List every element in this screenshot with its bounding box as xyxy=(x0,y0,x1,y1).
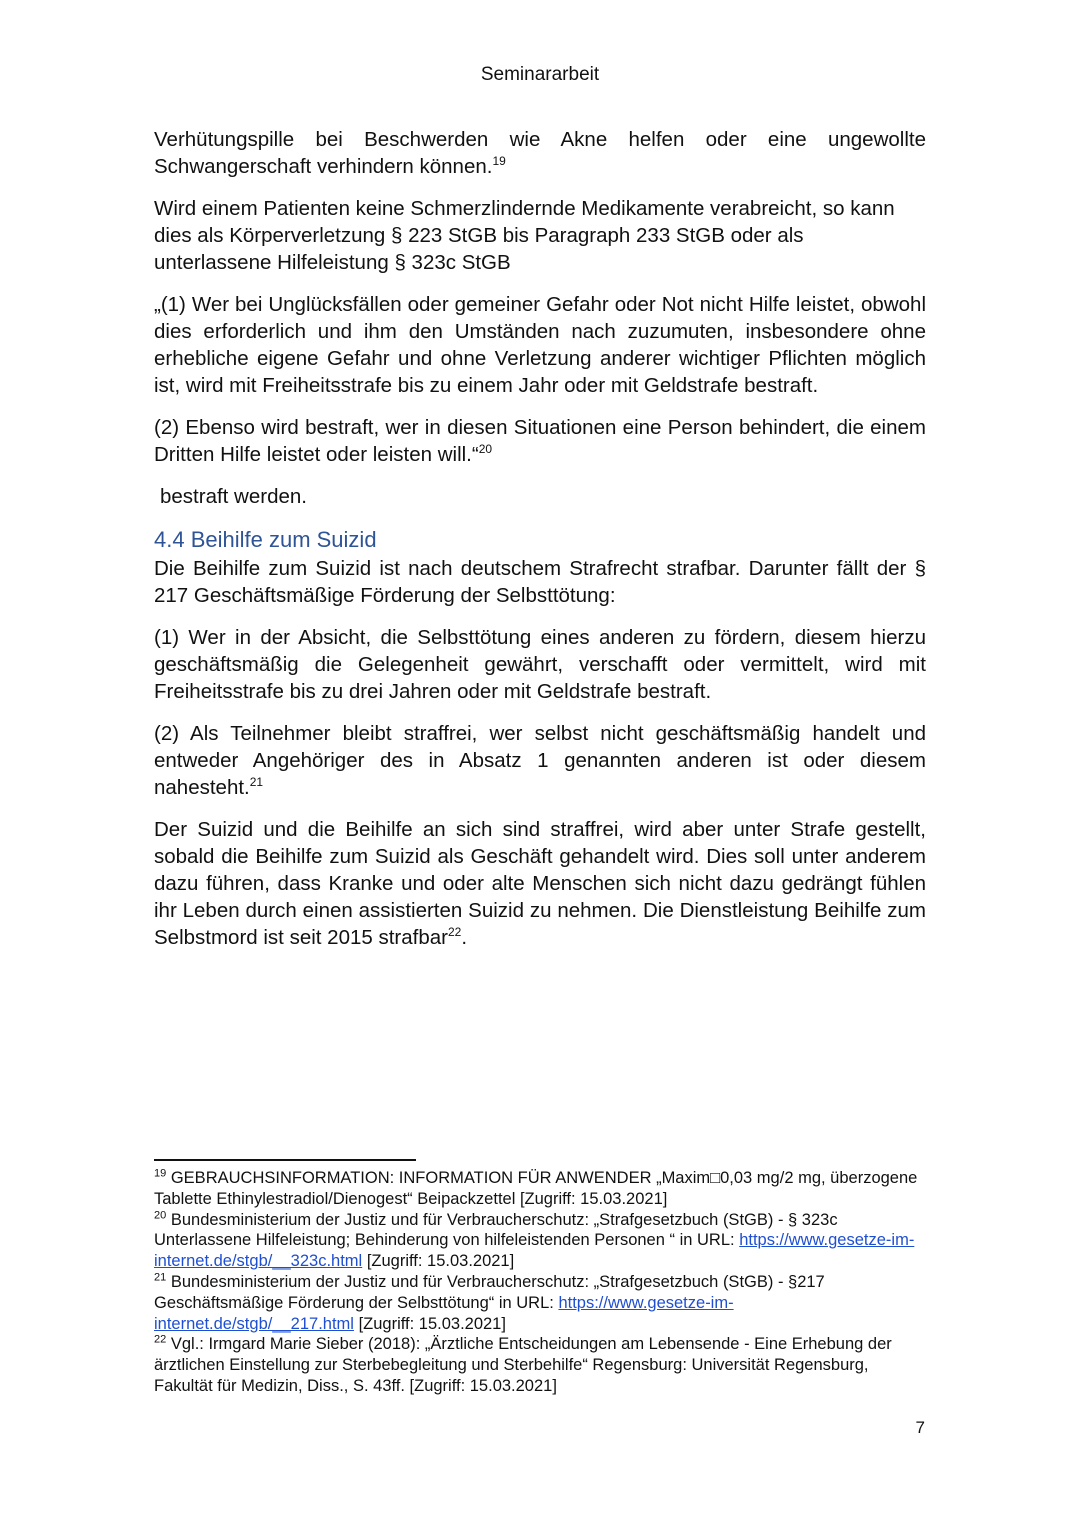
legal-quote-paragraph: „(1) Wer bei Unglücksfällen oder gemeiner Gefahr oder Not nicht Hilfe leistet, obwohl dies erforderlich und ihm den Umständen nach zuzumuten, insbesondere ohne erhebliche eigene Gefahr und ohne Verletzung anderer wichtiger Pflichten möglich ist, wird mit Freiheitsstrafe bis zu einem Jahr oder mit Geldstrafe bestraft. xyxy=(154,293,926,397)
footnote-number: 19 xyxy=(154,1167,167,1180)
footnote-number: 20 xyxy=(154,1209,167,1222)
footnote: $^{21}$ Bundesministerium der Justiz und für Verbraucherschutz: „Strafgesetzbuch (StGB) - §217 Geschäftsmäßige Förderung der Selbsttötung“ in URL: https://www.gesetze-im-internet.de/stgb/__217.html [Zugriff: 15.03.2021] xyxy=(154,1271,825,1333)
footnote-ref[interactable]: 21 xyxy=(249,775,264,790)
footnote-link[interactable]: https://www.gesetze-im-internet.de/stgb/__217.html xyxy=(154,1293,734,1333)
paragraph: Wird einem Patienten keine Schmerzlindernde Medikamente verabreicht, so kann dies als Körperverletzung § 223 StGB bis Paragraph 233 StGB oder als unterlassene Hilfeleistung § 323c StGB xyxy=(154,197,895,274)
footnote-link[interactable]: https://www.gesetze-im-internet.de/stgb/__323c.html xyxy=(154,1231,915,1271)
footnote: $^{19}$ GEBRAUCHSINFORMATION: INFORMATION FÜR ANWENDER „Maxim□0,03 mg/2 mg, überzogene Tablette Ethinylestradiol/Dienogest“ Beipackzettel [Zugriff: 15.03.2021] xyxy=(154,1167,918,1208)
legal-quote-paragraph: (2) Als Teilnehmer bleibt straffrei, wer selbst nicht geschäftsmäßig handelt und entweder Angehöriger des in Absatz 1 genannten anderen ist oder diesem nahesteht.$^{21}$ xyxy=(154,722,926,799)
page-number: 7 xyxy=(915,1418,925,1437)
footnote-ref[interactable]: 19 xyxy=(492,154,506,169)
paragraph: Der Suizid und die Beihilfe an sich sind straffrei, wird aber unter Strafe gestellt, sobald die Beihilfe zum Suizid als Geschäft gehandelt wird. Dies soll unter anderem dazu führen, dass Kranke und oder alte Menschen sich nicht dazu gedrängt fühlen ihr Leben durch einen assistierten Suizid zu nehmen. Die Dienstleistung Beihilfe zum Selbstmord ist seit 2015 strafbar$^{22}$. xyxy=(154,818,926,949)
running-header: Seminararbeit xyxy=(480,64,600,85)
footnote-ref[interactable]: 22 xyxy=(447,925,462,940)
footnote-number: 22 xyxy=(154,1333,167,1346)
legal-quote-paragraph: (1) Wer in der Absicht, die Selbsttötung eines anderen zu fördern, diesem hierzu geschäftsmäßig die Gelegenheit gewährt, verschafft oder vermittelt, wird mit Freiheitsstrafe bis zu drei Jahren oder mit Geldstrafe bestraft. xyxy=(154,626,926,703)
footnotes xyxy=(154,1168,926,1397)
footnote: $^{22}$ Vgl.: Irmgard Marie Sieber (2018): „Ärztliche Entscheidungen am Lebensende - Eine Erhebung der ärztlichen Einstellung zur Sterbebegleitung und Sterbehilfe“ Regensburg: Universität Regensburg, Fakultät für Medizin, Diss., S. 43ff. [Zugriff: 15.03.2021] xyxy=(154,1333,892,1395)
legal-quote-paragraph: (2) Ebenso wird bestraft, wer in diesen Situationen eine Person behindert, die einem Dritten Hilfe leistet oder leisten will.“$^{20}$ xyxy=(154,416,926,466)
footnote-separator xyxy=(154,1159,416,1161)
footnote: $^{20}$ Bundesministerium der Justiz und für Verbraucherschutz: „Strafgesetzbuch (StGB) - § 323c Unterlassene Hilfeleistung; Behinderung von hilfeleistenden Personen “ in URL: https://www.gesetze-im-internet.de/stgb/__323c.html [Zugriff: 15.03.2021] xyxy=(154,1209,915,1271)
paragraph: bestraft werden. xyxy=(160,485,307,508)
footnote-number: 21 xyxy=(154,1271,167,1284)
paragraph: Verhütungspille bei Beschwerden wie Akne helfen oder eine ungewollte Schwangerschaft verhindern können.$^{19}$ xyxy=(154,128,926,178)
section-heading: 4.4 Beihilfe zum Suizid xyxy=(154,527,377,552)
paragraph: Die Beihilfe zum Suizid ist nach deutschem Strafrecht strafbar. Darunter fällt der § 217 Geschäftsmäßige Förderung der Selbsttötung: xyxy=(154,557,926,607)
body-text xyxy=(154,126,926,966)
footnote-ref[interactable]: 20 xyxy=(478,442,493,457)
